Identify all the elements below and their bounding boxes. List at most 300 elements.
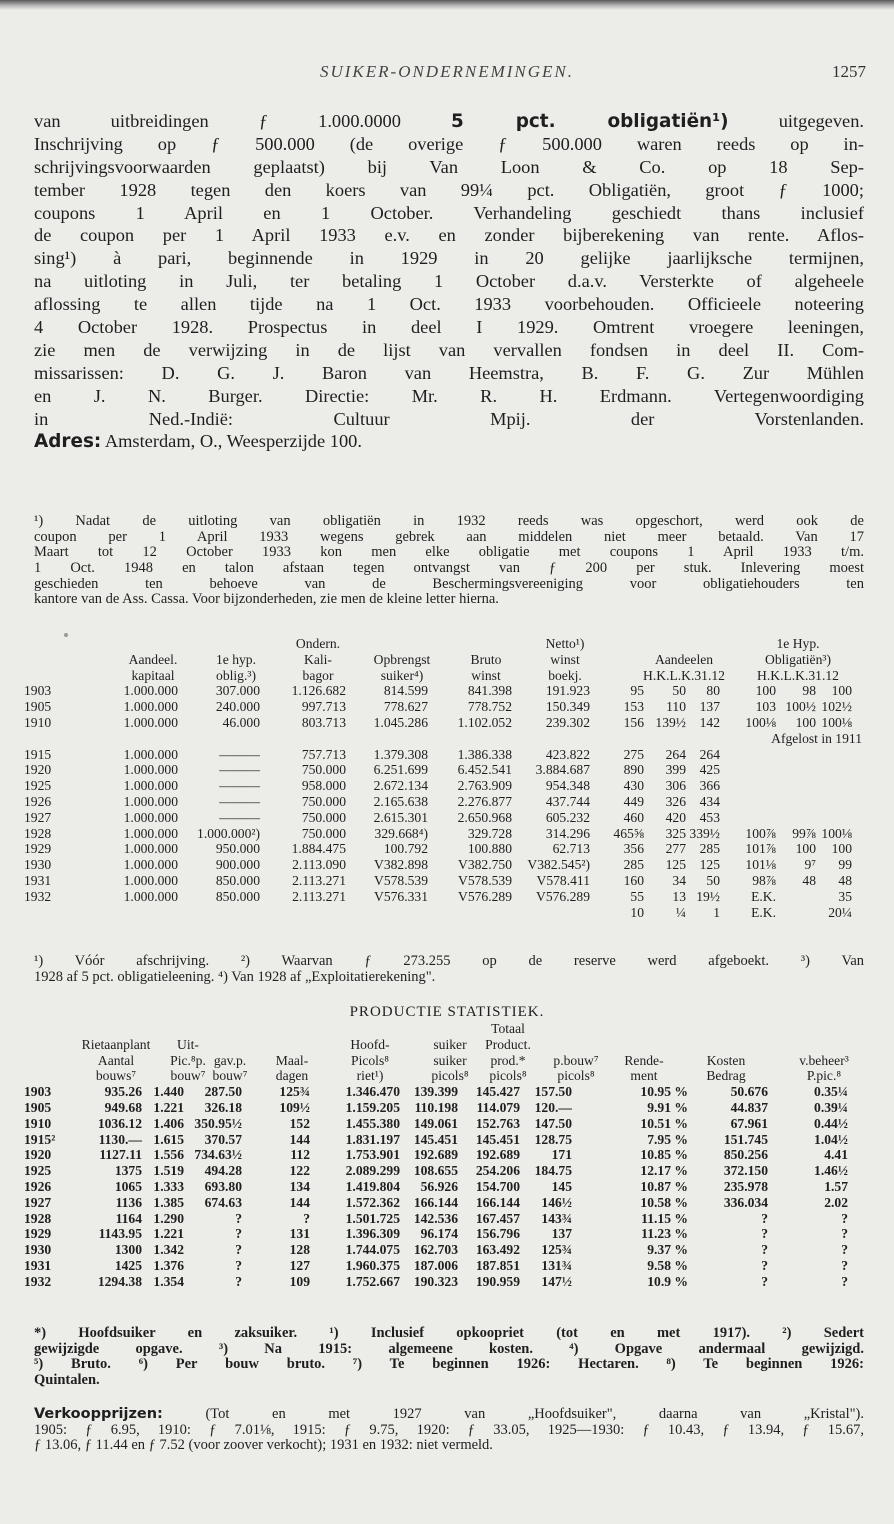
table-cell: 1905 <box>24 1099 52 1115</box>
table-cell: 329.668⁴) <box>374 825 428 841</box>
table-cell: 99⅞ <box>792 825 816 841</box>
table-cell: 1929 <box>24 841 52 857</box>
table-cell: 750.000 <box>301 809 346 825</box>
table-cell: 1136 <box>115 1194 142 1210</box>
table-cell: 1e hyp. <box>215 651 257 667</box>
table-cell: 62.713 <box>552 841 590 857</box>
table-cell: 750.000 <box>301 825 346 841</box>
table-cell: 1375 <box>114 1163 142 1179</box>
table-cell: 287.50 <box>204 1084 242 1100</box>
table-cell: 100⅛ <box>821 825 852 841</box>
table-cell: 100⅛ <box>821 714 852 730</box>
table-cell: 757.713 <box>301 746 346 762</box>
table-cell: 2.650.968 <box>457 809 512 825</box>
table-cell: 1926 <box>24 1178 52 1194</box>
table-cell: 162.703 <box>413 1242 458 1258</box>
table-cell: 958.000 <box>301 778 346 794</box>
footnote3-line: gewijzigde opgave. ³) Na 1915: algemeene kosten. ⁴) Opgave andermaal gewijzigd. <box>34 1340 864 1357</box>
table-cell: E.K. <box>751 904 776 920</box>
footnote1-line: geschieden ten behoeve van de Beschermingsvereeniging voor obligatiehouders ten <box>34 575 864 592</box>
table-cell: 157.50 <box>534 1084 572 1100</box>
table-cell: 1e Hyp. <box>776 636 820 651</box>
prices-line: ƒ 13.06, ƒ 11.44 en ƒ 7.52 (voor zoover verkocht); 1931 en 1932: niet vermeld. <box>34 1437 493 1454</box>
table-cell: 240.000 <box>215 699 260 715</box>
table-cell: 146½ <box>541 1194 572 1210</box>
table-cell: 997.713 <box>301 699 346 715</box>
table-cell: 850.000 <box>215 872 260 888</box>
table-cell: ? <box>761 1257 768 1273</box>
table-cell: Bedrag <box>706 1068 746 1084</box>
table-cell: 1 <box>713 904 720 920</box>
body-line: in Ned.-Indië: Cultuur Mpij. der Vorstenlanden. <box>34 408 864 429</box>
table-cell: Rende- <box>624 1052 664 1068</box>
table-cell: ? <box>761 1242 768 1258</box>
table-cell: 112 <box>290 1147 310 1163</box>
table-cell: 153 <box>623 699 644 715</box>
table-cell: 1930 <box>24 857 52 873</box>
table-cell: riet¹) <box>356 1068 384 1084</box>
table-cell: 307.000 <box>215 683 260 699</box>
table-cell: p.bouw⁷ <box>553 1052 599 1068</box>
table-cell: Kosten <box>706 1052 746 1068</box>
footnote-production <box>34 1326 864 1389</box>
table-cell: 48 <box>802 872 816 888</box>
table-cell: 2.165.638 <box>373 793 428 809</box>
table-row <box>24 1147 874 1163</box>
table-cell: 35 <box>838 888 852 904</box>
table-cell: 2.02 <box>824 1194 848 1210</box>
table-row <box>24 683 874 699</box>
table-cell: Ondern. <box>295 636 341 651</box>
table-cell: 101⅞ <box>745 841 776 857</box>
table-cell: 9⁷ <box>804 857 816 873</box>
table-cell: 0.35¼ <box>814 1084 848 1100</box>
table-cell: 103 <box>755 699 776 715</box>
body-line: zie men de verwijzing in de lijst van vervallen fondsen in deel II. Com- <box>34 339 864 360</box>
table-cell: 1.000.000 <box>123 714 178 730</box>
table-row <box>24 762 874 778</box>
table-cell: ——— <box>219 809 260 825</box>
table-cell: 100 <box>755 683 776 699</box>
table-cell: 372.150 <box>723 1163 768 1179</box>
table-cell: V576.289 <box>458 888 512 904</box>
table-cell: 1.000.000 <box>123 762 178 778</box>
table-cell: ? <box>841 1226 848 1242</box>
table-cell: 11.23 % <box>641 1226 688 1242</box>
table-cell: 900.000 <box>215 857 260 873</box>
table-cell: 1425 <box>114 1257 142 1273</box>
table-cell: 125¾ <box>279 1084 310 1100</box>
table-cell: 192.689 <box>413 1147 458 1163</box>
table-cell: 1925 <box>24 1163 52 1179</box>
table-cell: H.K.L.K.31.12 <box>643 667 725 683</box>
table-cell: V382.545²) <box>527 857 590 873</box>
table-cell: 1920 <box>24 762 52 778</box>
table-cell: 306 <box>665 778 686 794</box>
table-cell: 1931 <box>24 1257 52 1273</box>
table-cell: 2.615.301 <box>373 809 428 825</box>
table-cell: 145.427 <box>475 1084 520 1100</box>
table-row <box>24 905 874 921</box>
table-cell: 56.926 <box>420 1178 458 1194</box>
table-cell: 0.44½ <box>814 1115 848 1131</box>
table-cell: 1.57 <box>824 1178 848 1194</box>
table-cell: Opbrengst <box>373 651 431 667</box>
table-cell: 674.63 <box>204 1194 242 1210</box>
table-cell: 1903 <box>24 683 52 699</box>
table-cell: Aandeel. <box>128 651 178 667</box>
table-cell: 0.39¼ <box>814 1099 848 1115</box>
table-cell: Aantal <box>97 1052 135 1068</box>
table-cell: 100 <box>831 683 852 699</box>
table-cell: 1.000.000 <box>123 888 178 904</box>
body-line: coupons 1 April en 1 October. Verhandeling geschiedt thans inclusief <box>34 202 864 223</box>
footnote1-line: 1 Oct. 1948 en talon afstaan tegen ontvangst van ƒ 200 per stuk. Inlevering moest <box>34 560 864 577</box>
table-cell: 285 <box>699 841 720 857</box>
page-header <box>0 62 894 84</box>
table-cell: V578.411 <box>536 872 590 888</box>
table-cell: 142 <box>699 714 720 730</box>
table-header-row <box>24 1053 874 1069</box>
table-cell: V382.898 <box>374 857 428 873</box>
table-cell: 99 <box>838 857 852 873</box>
body-paragraph <box>34 110 864 453</box>
table-cell: 1.615 <box>153 1131 184 1147</box>
table-cell: 1036.12 <box>97 1115 142 1131</box>
table-cell: 2.113.271 <box>292 872 346 888</box>
table-cell: Hoofd- <box>350 1036 390 1052</box>
table-cell: 437.744 <box>545 793 590 809</box>
table-cell: 95 <box>630 683 644 699</box>
table-cell: 326.18 <box>204 1099 242 1115</box>
table-cell: 890 <box>623 762 644 778</box>
table-cell: 285 <box>623 857 644 873</box>
table-cell: 693.80 <box>204 1178 242 1194</box>
table-row <box>24 873 874 889</box>
table-cell: 100½ <box>785 699 816 715</box>
table-header-row <box>24 1068 874 1084</box>
table-cell: 1.333 <box>153 1178 184 1194</box>
table-cell: 108.655 <box>413 1163 458 1179</box>
table-row <box>24 841 874 857</box>
table-cell: winst <box>471 667 501 683</box>
table-cell: 370.57 <box>204 1131 242 1147</box>
body-line: 4 October 1928. Prospectus in deel I 1929. Omtrent vroegere leeningen, <box>34 317 864 338</box>
table-cell: 10.51 % <box>640 1115 688 1131</box>
table-row <box>24 1211 874 1227</box>
table-cell: 1.346.470 <box>345 1084 400 1100</box>
body-line: en J. N. Burger. Directie: Mr. R. H. Erdmann. Vertegenwoordiging <box>34 385 864 406</box>
table-cell: 50 <box>672 683 686 699</box>
table-cell: 366 <box>699 778 720 794</box>
table-cell: 949.68 <box>104 1099 142 1115</box>
table-cell: 191.923 <box>545 683 590 699</box>
table-cell: 2.763.909 <box>457 778 512 794</box>
table-cell: 1.000.000 <box>123 809 178 825</box>
table-cell: 3.884.687 <box>535 762 590 778</box>
table-cell: 850.256 <box>723 1147 768 1163</box>
body-line: missarissen: D. G. J. Baron van Heemstra, B. F. G. Zur Mühlen <box>34 362 864 383</box>
table-cell: 1910 <box>24 1115 52 1131</box>
table-cell: 277 <box>665 841 686 857</box>
table-cell: 1.556 <box>153 1147 184 1163</box>
table-cell: 1127.11 <box>99 1147 142 1163</box>
page-number: 1257 <box>832 62 866 81</box>
table-cell: Totaal <box>491 1021 525 1036</box>
table-cell: 145 <box>551 1178 572 1194</box>
table-cell: 100 <box>795 714 816 730</box>
table-cell: 235.978 <box>723 1178 768 1194</box>
table-cell: 156.796 <box>475 1226 520 1242</box>
table-row <box>24 1084 874 1100</box>
table-cell: 1.000.000 <box>123 793 178 809</box>
table-header-row <box>24 1021 874 1037</box>
table-cell: 326 <box>665 793 686 809</box>
table-cell: 1.455.380 <box>345 1115 400 1131</box>
table-cell: 166.144 <box>475 1194 520 1210</box>
footnote1-line: Maart tot 12 October 1933 kon men elke obligatie met coupons 1 April 1933 t/m. <box>34 544 864 561</box>
table-cell: 100⅛ <box>745 714 776 730</box>
production-title: PRODUCTIE STATISTIEK. <box>349 1004 545 1020</box>
footnote-bonds <box>34 514 864 608</box>
table-row <box>24 1258 874 1274</box>
table-cell: 67.961 <box>730 1115 768 1131</box>
table-cell: 100 <box>795 841 816 857</box>
table-row <box>24 1132 874 1148</box>
table-cell: 1300 <box>114 1242 142 1258</box>
table-cell: dagen <box>275 1068 309 1084</box>
table-cell: 1915² <box>24 1131 56 1147</box>
table-cell: 100.880 <box>467 841 512 857</box>
table-cell: 128.75 <box>534 1131 572 1147</box>
table-cell: 46.000 <box>222 714 260 730</box>
table-row <box>24 747 874 763</box>
table-cell: 420 <box>665 809 686 825</box>
table-row <box>24 810 874 826</box>
footnote2-line: ¹) Vóór afschrijving. ²) Waarvan ƒ 273.255 op de reserve werd afgeboekt. ³) Van <box>34 953 864 969</box>
table-cell: Obligatiën³) <box>765 651 831 667</box>
table-cell: picols⁸ <box>431 1068 469 1084</box>
table-cell: Netto¹) <box>545 636 585 651</box>
table-cell: 10.95 % <box>640 1084 688 1100</box>
table-header-row <box>24 652 874 668</box>
footnote1-line: coupon per 1 April 1933 wegens gebrek aan middelen niet meer betaald. Van 17 <box>34 528 864 545</box>
table-cell: 184.75 <box>534 1163 572 1179</box>
table-row <box>24 889 874 905</box>
footnote3-line: *) Hoofdsuiker en zaksuiker. ¹) Inclusief opkoopriet (tot en met 1917). ²) Sedert <box>34 1325 864 1341</box>
running-head: SUIKER-ONDERNEMINGEN. <box>319 62 574 81</box>
table-cell: 1143.95 <box>98 1226 142 1242</box>
table-row <box>24 1274 874 1290</box>
table-cell: 9.91 % <box>647 1099 688 1115</box>
table-cell: 19½ <box>696 888 720 904</box>
page-top-shadow <box>0 0 894 10</box>
table-cell: 137 <box>551 1226 572 1242</box>
financial-table <box>24 636 874 920</box>
table-row <box>24 778 874 794</box>
table-cell: Picols⁸ <box>351 1052 389 1068</box>
table-cell: 142.536 <box>413 1210 458 1226</box>
table-cell: 48 <box>838 872 852 888</box>
table-cell: 1.419.804 <box>345 1178 400 1194</box>
table-cell: v.beheer³ <box>799 1052 849 1068</box>
footnote1-line: kantore van de Ass. Cassa. Voor bijzonderheden, zie men de kleine letter hierna. <box>34 591 499 608</box>
table-cell: 1915 <box>24 746 52 762</box>
table-cell: Maal- <box>275 1052 309 1068</box>
table-cell: Uit- <box>177 1036 199 1052</box>
table-cell: 1.379.308 <box>373 746 428 762</box>
table-cell: V576.331 <box>374 888 428 904</box>
prices-line: 1905: ƒ 6.95, 1910: ƒ 7.01⅛, 1915: ƒ 9.75, 1920: ƒ 33.05, 1925—1930: ƒ 10.43, ƒ 13.94, ƒ 15.67, <box>34 1421 864 1438</box>
table-cell: 1.46½ <box>814 1163 848 1179</box>
table-cell: 187.851 <box>475 1257 520 1273</box>
table-cell: 1929 <box>24 1226 52 1242</box>
body-line: tember 1928 tegen den koers van 99¼ pct. Obligatiën, groot ƒ 1000; <box>34 179 864 200</box>
table-cell: 101⅛ <box>745 857 776 873</box>
table-cell: 171 <box>551 1147 572 1163</box>
table-cell: 143¾ <box>541 1210 572 1226</box>
table-cell: 167.457 <box>475 1210 520 1226</box>
table-cell: 160 <box>623 872 644 888</box>
table-cell: 139½ <box>655 714 686 730</box>
body-line: na uitloting in Juli, ter betaling 1 October d.a.v. Versterkte of algeheele <box>34 271 864 292</box>
table-cell: ? <box>235 1273 242 1289</box>
table-cell: bouw⁷ <box>170 1068 206 1084</box>
table-cell: 1928 <box>24 825 52 841</box>
table-cell: 50.676 <box>730 1084 768 1100</box>
table-cell: 750.000 <box>301 793 346 809</box>
table-cell: ——— <box>219 778 260 794</box>
table-cell: 131 <box>289 1226 310 1242</box>
table-row <box>24 715 874 731</box>
table-cell: 6.452.541 <box>457 762 512 778</box>
table-cell: 1.159.205 <box>345 1099 400 1115</box>
table-cell: 1.753.901 <box>345 1147 400 1163</box>
table-row <box>24 1242 874 1258</box>
table-cell: 1932 <box>24 888 52 904</box>
table-cell: 98⅞ <box>752 872 776 888</box>
table-cell: 1.386.338 <box>457 746 512 762</box>
table-cell: 98 <box>802 683 816 699</box>
table-cell: 145.451 <box>413 1131 458 1147</box>
table-cell: 423.822 <box>545 746 590 762</box>
body-line: aflossing te allen tijde na 1 Oct. 1933 voorbehouden. Officieele noteering <box>34 294 864 315</box>
table-cell: picols⁸ <box>557 1068 595 1084</box>
table-cell: 1927 <box>24 1194 52 1210</box>
table-cell: P.pic.⁸ <box>806 1068 842 1084</box>
table-row <box>24 1100 874 1116</box>
table-cell: ? <box>841 1273 848 1289</box>
table-cell: 1.000.000 <box>123 825 178 841</box>
table-cell: 734.63½ <box>194 1147 242 1163</box>
table-cell: 109 <box>289 1273 310 1289</box>
table-cell: 1.572.362 <box>345 1194 400 1210</box>
table-cell: 1.385 <box>153 1194 184 1210</box>
table-cell: 1130.— <box>98 1131 142 1147</box>
table-cell: ¼ <box>675 904 686 920</box>
table-cell: 329.728 <box>467 825 512 841</box>
table-cell: 100.792 <box>383 841 428 857</box>
table-cell: 134 <box>289 1178 310 1194</box>
table-cell: 750.000 <box>301 762 346 778</box>
table-cell: 1.102.052 <box>457 714 512 730</box>
table-cell: 1926 <box>24 793 52 809</box>
table-cell: 803.713 <box>301 714 346 730</box>
table-cell: 50 <box>706 872 720 888</box>
table-cell: 1.396.309 <box>345 1226 400 1242</box>
table-cell: 34 <box>672 872 686 888</box>
table-cell: ? <box>235 1257 242 1273</box>
table-cell: 339½ <box>689 825 720 841</box>
table-cell: 1.960.375 <box>345 1257 400 1273</box>
table-cell: 154.700 <box>475 1178 520 1194</box>
table-cell: 147.50 <box>534 1115 572 1131</box>
table-cell: 192.689 <box>475 1147 520 1163</box>
table-cell: 954.348 <box>545 778 590 794</box>
table-cell: 1925 <box>24 778 52 794</box>
body-line: Inschrijving op ƒ 500.000 (de overige ƒ 500.000 waren reeds op in- <box>34 133 864 154</box>
table-cell: suiker <box>433 1052 467 1068</box>
table-cell: 10.87 % <box>640 1178 688 1194</box>
table-row <box>24 857 874 873</box>
table-cell: 149.061 <box>413 1115 458 1131</box>
table-cell: 460 <box>623 809 644 825</box>
table-cell: 399 <box>665 762 686 778</box>
table-cell: 20¼ <box>828 904 852 920</box>
table-cell: boekj. <box>548 667 582 683</box>
table-cell: 1164 <box>115 1210 142 1226</box>
table-cell: oblig.³) <box>216 667 256 683</box>
table-cell: 44.837 <box>730 1099 768 1115</box>
table-cell: 1.000.000 <box>123 857 178 873</box>
table-cell: 1.290 <box>153 1210 184 1226</box>
table-cell: 1.04½ <box>814 1131 848 1147</box>
table-cell: 1.126.682 <box>291 683 346 699</box>
table-cell: 425 <box>699 762 720 778</box>
table-row <box>24 1116 874 1132</box>
table-cell: 11.15 % <box>641 1210 688 1226</box>
table-cell: 144 <box>289 1131 310 1147</box>
table-cell: 275 <box>623 746 644 762</box>
table-cell: 190.959 <box>475 1273 520 1289</box>
table-cell: 6.251.699 <box>373 762 428 778</box>
footnote2-line: 1928 af 5 pct. obligatieleening. ⁴) Van 1928 af „Exploitatierekening". <box>34 968 436 985</box>
table-cell: 239.302 <box>545 714 590 730</box>
table-cell: 1.000.000 <box>123 778 178 794</box>
table-cell: V578.539 <box>374 872 428 888</box>
table-cell: 1.501.725 <box>345 1210 400 1226</box>
table-cell: 1.000.000 <box>123 746 178 762</box>
table-cell: 1.221 <box>153 1226 184 1242</box>
table-header-row <box>24 668 874 684</box>
table-cell: ——— <box>219 793 260 809</box>
table-cell: ? <box>761 1273 768 1289</box>
table-cell: ? <box>841 1257 848 1273</box>
table-cell: 1.354 <box>153 1273 184 1289</box>
table-cell: suiker <box>433 1036 467 1052</box>
table-cell: 110 <box>666 699 686 715</box>
table-cell: ? <box>761 1210 768 1226</box>
table-cell: bouw⁷ <box>212 1068 248 1084</box>
table-cell: 449 <box>623 793 644 809</box>
footnote-financial <box>34 954 864 985</box>
table-header-row <box>24 636 874 652</box>
table-cell: 12.17 % <box>640 1163 688 1179</box>
table-row <box>24 1163 874 1179</box>
table-cell: 336.034 <box>723 1194 768 1210</box>
table-cell: 131¾ <box>541 1257 572 1273</box>
table-cell: ——— <box>219 762 260 778</box>
